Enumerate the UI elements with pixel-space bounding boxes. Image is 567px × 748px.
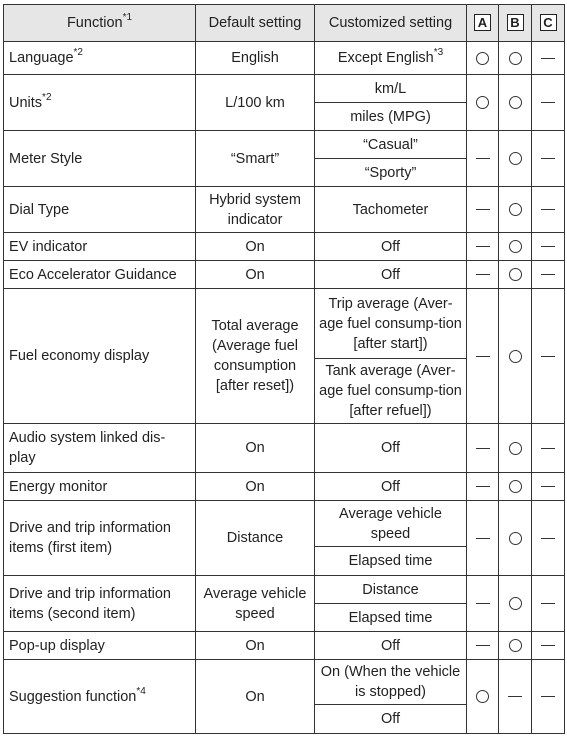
- table-row: [4, 261, 565, 289]
- dash-mark: [541, 486, 555, 487]
- table-row: [4, 501, 565, 547]
- col-a-cell: [467, 501, 499, 576]
- col-a-cell: [467, 42, 499, 75]
- function-text: Units: [9, 94, 43, 111]
- dash-mark: [476, 486, 490, 487]
- circle-mark: [509, 268, 522, 281]
- col-b-cell: [499, 131, 532, 187]
- customized-setting-cell: [315, 131, 467, 159]
- customized-text: Trip average (Aver-age fuel consump-tion [after start]): [319, 295, 462, 352]
- customized-text: Off: [380, 440, 401, 456]
- customized-text: Off: [380, 266, 401, 283]
- circle-mark: [509, 597, 522, 610]
- col-a-badge: A: [474, 14, 491, 31]
- customized-setting-cell: [315, 424, 467, 473]
- col-b-cell: [499, 501, 532, 576]
- dash-mark: [541, 158, 555, 159]
- customized-text: km/L: [374, 80, 407, 97]
- customized-setting-cell: [315, 604, 467, 632]
- function-cell: [4, 261, 196, 289]
- default-setting-cell: Average vehicle speed: [196, 576, 315, 632]
- header-function-note: *1: [122, 12, 133, 24]
- dash-mark: [476, 603, 490, 604]
- col-b-cell: [499, 233, 532, 261]
- customized-setting-cell: [315, 261, 467, 289]
- function-cell: [4, 632, 196, 660]
- col-b-cell: [499, 289, 532, 424]
- circle-mark: [476, 690, 489, 703]
- function-text: Drive and trip information items (first item): [9, 520, 171, 556]
- table-row: [4, 131, 565, 159]
- col-b-cell: [499, 632, 532, 660]
- dash-mark: [476, 356, 490, 357]
- function-cell: [4, 289, 196, 424]
- function-note: *4: [136, 685, 146, 697]
- function-text: Audio system linked dis-play: [9, 430, 166, 466]
- dash-mark: [476, 274, 490, 275]
- customized-setting-cell: [315, 359, 467, 424]
- col-c-cell: [532, 424, 565, 473]
- customized-text: Elapsed time: [348, 553, 433, 569]
- customized-text: “Casual”: [363, 136, 418, 153]
- dash-mark: [541, 246, 555, 247]
- function-text: Drive and trip information items (second item): [9, 585, 171, 622]
- function-text: Fuel economy display: [9, 348, 150, 364]
- customized-text: Off: [380, 711, 401, 727]
- function-text: EV indicator: [9, 238, 88, 255]
- table-row: [4, 632, 565, 660]
- col-a-cell: [467, 473, 499, 501]
- dash-mark: [541, 274, 555, 275]
- customized-text: Distance: [362, 581, 419, 598]
- col-a-cell: [467, 632, 499, 660]
- col-a-cell: [467, 233, 499, 261]
- customized-text: On (When the vehicle is stopped): [320, 664, 461, 700]
- customized-setting-cell: [315, 103, 467, 131]
- header-customized: Customized setting: [315, 5, 467, 42]
- dash-mark: [476, 538, 490, 539]
- customized-text: miles (MPG): [350, 108, 431, 125]
- function-text: Eco Accelerator Guidance: [9, 266, 177, 283]
- table-row: [4, 473, 565, 501]
- function-cell: [4, 75, 196, 131]
- default-setting-cell: On: [196, 233, 315, 261]
- dash-mark: [541, 102, 555, 103]
- function-text: Pop-up display: [9, 637, 105, 654]
- col-c-cell: [532, 576, 565, 632]
- customized-setting-cell: [315, 547, 467, 576]
- dash-mark: [476, 158, 490, 159]
- col-c-cell: [532, 75, 565, 131]
- col-c-cell: [532, 187, 565, 233]
- default-setting-cell: Hybrid system indicator: [196, 187, 315, 233]
- function-cell: [4, 576, 196, 632]
- col-c-cell: [532, 632, 565, 660]
- col-c-cell: [532, 233, 565, 261]
- header-default: Default setting: [196, 5, 315, 42]
- dash-mark: [541, 696, 555, 697]
- table-row: [4, 233, 565, 261]
- customized-text: Off: [380, 637, 401, 654]
- table-row: [4, 576, 565, 604]
- customized-setting-cell: [315, 187, 467, 233]
- col-c-cell: [532, 131, 565, 187]
- function-cell: [4, 424, 196, 473]
- customized-text: “Sporty”: [364, 164, 417, 181]
- circle-mark: [509, 639, 522, 652]
- col-c-cell: [532, 261, 565, 289]
- header-row: [4, 5, 565, 42]
- header-col-c: [532, 5, 565, 42]
- function-text: Dial Type: [9, 201, 70, 218]
- default-setting-cell: On: [196, 424, 315, 473]
- function-cell: [4, 473, 196, 501]
- circle-mark: [509, 203, 522, 216]
- col-b-cell: [499, 424, 532, 473]
- circle-mark: [509, 532, 522, 545]
- default-setting-cell: Distance: [196, 501, 315, 576]
- header-col-b: [499, 5, 532, 42]
- col-b-cell: [499, 75, 532, 131]
- col-c-cell: [532, 42, 565, 75]
- col-a-cell: [467, 660, 499, 734]
- customized-setting-cell: [315, 75, 467, 103]
- function-cell: [4, 187, 196, 233]
- dash-mark: [541, 538, 555, 539]
- col-c-badge: C: [540, 14, 557, 31]
- customized-text: Except English: [337, 50, 434, 66]
- function-text: Meter Style: [9, 150, 83, 167]
- customized-setting-cell: [315, 632, 467, 660]
- circle-mark: [476, 52, 489, 65]
- circle-mark: [509, 350, 522, 363]
- customized-setting-cell: [315, 42, 467, 75]
- default-setting-cell: L/100 km: [196, 75, 315, 131]
- col-b-cell: [499, 660, 532, 734]
- circle-mark: [509, 480, 522, 493]
- col-a-cell: [467, 289, 499, 424]
- dash-mark: [541, 209, 555, 210]
- default-setting-cell: On: [196, 660, 315, 734]
- function-text: Suggestion function: [9, 688, 137, 705]
- col-b-cell: [499, 261, 532, 289]
- default-setting-cell: “Smart”: [196, 131, 315, 187]
- header-function: [4, 5, 196, 42]
- col-a-cell: [467, 261, 499, 289]
- default-setting-cell: Total average (Average fuel consumption [after reset]): [196, 289, 315, 424]
- col-c-cell: [532, 660, 565, 734]
- customized-text: Tank average (Aver-age fuel consump-tion [after refuel]): [319, 363, 462, 419]
- customized-setting-cell: [315, 289, 467, 359]
- circle-mark: [509, 240, 522, 253]
- table-body: [4, 42, 565, 734]
- dash-mark: [476, 645, 490, 646]
- function-text: Language: [9, 50, 74, 66]
- customized-setting-cell: [315, 159, 467, 187]
- customized-text: Tachometer: [352, 201, 429, 218]
- customized-setting-cell: [315, 660, 467, 705]
- customized-text: Off: [380, 478, 401, 495]
- function-note: *2: [42, 91, 52, 103]
- col-a-cell: [467, 75, 499, 131]
- col-c-cell: [532, 473, 565, 501]
- customized-setting-cell: [315, 705, 467, 734]
- dash-mark: [541, 645, 555, 646]
- circle-mark: [509, 152, 522, 165]
- col-b-cell: [499, 576, 532, 632]
- col-c-cell: [532, 289, 565, 424]
- col-c-cell: [532, 501, 565, 576]
- dash-mark: [508, 696, 522, 697]
- col-a-cell: [467, 424, 499, 473]
- function-cell: [4, 42, 196, 75]
- table-row: [4, 42, 565, 75]
- table-row: [4, 75, 565, 103]
- function-note: *2: [73, 47, 83, 59]
- table-row: [4, 289, 565, 359]
- table-row: [4, 424, 565, 473]
- customized-text: Elapsed time: [348, 609, 433, 626]
- header-col-a: [467, 5, 499, 42]
- table-row: [4, 660, 565, 705]
- settings-table: [3, 4, 565, 734]
- default-setting-cell: On: [196, 632, 315, 660]
- table-row: [4, 187, 565, 233]
- col-a-cell: [467, 131, 499, 187]
- customized-setting-cell: [315, 501, 467, 547]
- dash-mark: [541, 603, 555, 604]
- col-a-cell: [467, 576, 499, 632]
- customized-setting-cell: [315, 233, 467, 261]
- dash-mark: [476, 246, 490, 247]
- col-b-cell: [499, 187, 532, 233]
- col-b-cell: [499, 473, 532, 501]
- col-a-cell: [467, 187, 499, 233]
- col-b-cell: [499, 42, 532, 75]
- circle-mark: [509, 96, 522, 109]
- customized-note: *3: [433, 47, 444, 59]
- function-cell: [4, 501, 196, 576]
- circle-mark: [509, 442, 522, 455]
- customized-text: Average vehicle speed: [339, 505, 442, 542]
- dash-mark: [541, 58, 555, 59]
- circle-mark: [509, 52, 522, 65]
- customized-text: Off: [380, 238, 401, 255]
- default-setting-cell: On: [196, 261, 315, 289]
- function-cell: [4, 131, 196, 187]
- circle-mark: [476, 96, 489, 109]
- function-text: Energy monitor: [9, 478, 108, 495]
- dash-mark: [541, 448, 555, 449]
- function-cell: [4, 233, 196, 261]
- customized-setting-cell: [315, 473, 467, 501]
- col-b-badge: B: [507, 14, 524, 31]
- header-function-label: Function: [66, 15, 123, 31]
- dash-mark: [476, 209, 490, 210]
- default-setting-cell: English: [196, 42, 315, 75]
- function-cell: [4, 660, 196, 734]
- dash-mark: [476, 448, 490, 449]
- customized-setting-cell: [315, 576, 467, 604]
- dash-mark: [541, 356, 555, 357]
- default-setting-cell: On: [196, 473, 315, 501]
